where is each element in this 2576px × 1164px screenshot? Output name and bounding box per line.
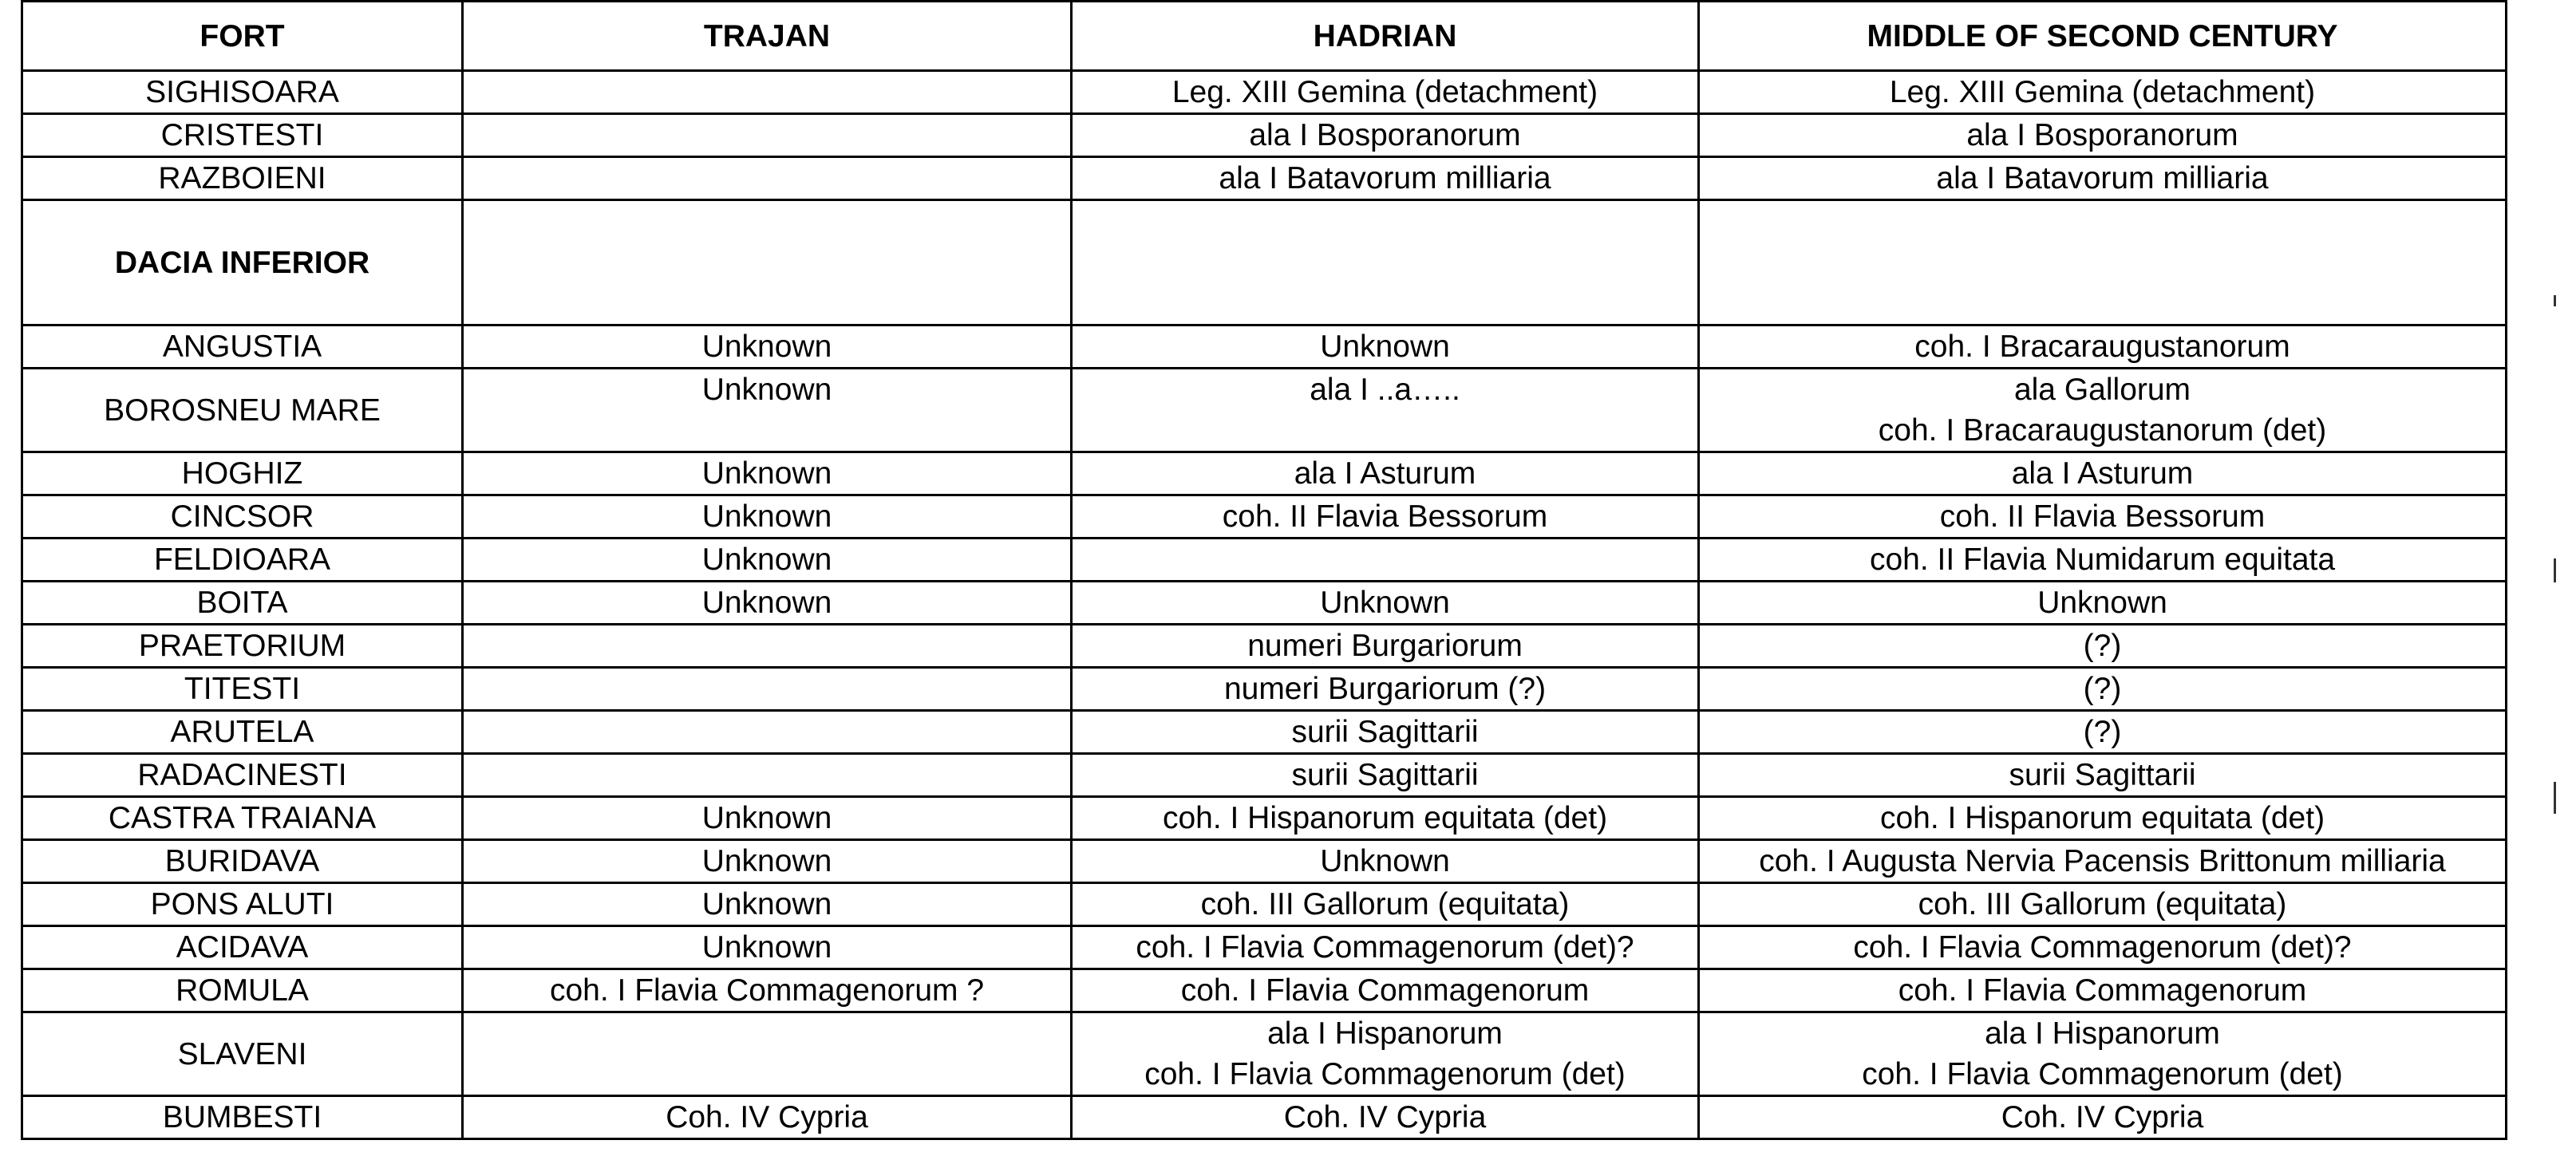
cell-line: coh. I Hispanorum equitata (det) [1162, 801, 1608, 835]
trajan-cell [463, 326, 1072, 369]
hadrian-cell [1072, 969, 1699, 1012]
trajan-cell [463, 797, 1072, 840]
fort-cell: BOITA [22, 582, 463, 625]
fort-cell: SIGHISOARA [22, 71, 463, 114]
hadrian-cell [1072, 625, 1699, 668]
table-row [22, 582, 2507, 625]
fort-cell: HOGHIZ [22, 452, 463, 495]
middle-cell [1699, 840, 2507, 883]
empty-cell [1072, 200, 1699, 326]
cell-line: surii Sagittarii [2009, 758, 2196, 792]
fort-cell: RAZBOIENI [22, 157, 463, 200]
cell-line: Unknown [701, 329, 832, 364]
cell-line: ala I Batavorum milliaria [1936, 161, 2269, 195]
trajan-cell [463, 495, 1072, 539]
trajan-cell [463, 582, 1072, 625]
cell-line: Coh. IV Cypria [666, 1100, 868, 1134]
table-row [22, 625, 2507, 668]
cell-line: ala I Batavorum milliaria [1219, 161, 1551, 195]
table-row [22, 969, 2507, 1012]
margin-mark [2554, 558, 2556, 582]
cell-line: Unknown [701, 586, 832, 620]
cell-line: surii Sagittarii [1291, 758, 1479, 792]
cell-line: surii Sagittarii [1291, 715, 1479, 749]
middle-cell [1699, 797, 2507, 840]
cell-line: (?) [2083, 629, 2122, 663]
hadrian-cell [1072, 668, 1699, 711]
table-row [22, 926, 2507, 969]
table-row [22, 797, 2507, 840]
table-row [22, 157, 2507, 200]
trajan-cell [463, 840, 1072, 883]
fort-cell: BOROSNEU MARE [22, 369, 463, 452]
fort-cell: CINCSOR [22, 495, 463, 539]
fort-cell: CRISTESTI [22, 114, 463, 157]
trajan-cell [463, 71, 1072, 114]
table-row [22, 539, 2507, 582]
hadrian-cell [1072, 754, 1699, 797]
middle-cell [1699, 114, 2507, 157]
middle-cell [1699, 326, 2507, 369]
cell-line: ala I Bosporanorum [1249, 118, 1521, 152]
cell-line: coh. III Gallorum (equitata) [1200, 887, 1570, 921]
hadrian-cell [1072, 369, 1699, 452]
middle-cell [1699, 668, 2507, 711]
document-page [21, 0, 2507, 1140]
cell-line: coh. I Bracaraugustanorum [1914, 329, 2290, 364]
cell-line: coh. I Flavia Commagenorum [1898, 973, 2307, 1008]
cell-line: (?) [2083, 672, 2122, 706]
cell-line: Unknown [701, 373, 832, 407]
hadrian-cell [1072, 840, 1699, 883]
cell-line: numeri Burgariorum (?) [1223, 672, 1547, 706]
table-row [22, 883, 2507, 926]
cell-line: ala I ..a….. [1310, 373, 1460, 407]
trajan-cell [463, 711, 1072, 754]
header-hadrian: HADRIAN [1072, 2, 1699, 71]
trajan-cell [463, 883, 1072, 926]
cell-line: Leg. XIII Gemina (detachment) [1171, 75, 1598, 109]
middle-cell [1699, 969, 2507, 1012]
garrison-table [21, 0, 2507, 1140]
cell-line: coh. II Flavia Bessorum [1939, 499, 2266, 534]
middle-cell [1699, 539, 2507, 582]
hadrian-cell [1072, 926, 1699, 969]
hadrian-cell [1072, 1012, 1699, 1096]
trajan-cell [463, 1012, 1072, 1096]
table-row [22, 114, 2507, 157]
middle-cell [1699, 711, 2507, 754]
hadrian-cell [1072, 1096, 1699, 1139]
fort-cell: ROMULA [22, 969, 463, 1012]
table-row [22, 711, 2507, 754]
table-row [22, 71, 2507, 114]
cell-line: ala I Hispanorum [1267, 1016, 1503, 1051]
trajan-cell [463, 969, 1072, 1012]
hadrian-cell [1072, 883, 1699, 926]
fort-cell: PONS ALUTI [22, 883, 463, 926]
table-row [22, 452, 2507, 495]
middle-cell [1699, 754, 2507, 797]
middle-cell [1699, 157, 2507, 200]
hadrian-cell [1072, 797, 1699, 840]
cell-line: coh. I Flavia Commagenorum (det) [1144, 1057, 1626, 1091]
trajan-cell [463, 926, 1072, 969]
cell-line: Coh. IV Cypria [2001, 1100, 2204, 1134]
cell-line: Unknown [701, 930, 832, 965]
fort-cell: RADACINESTI [22, 754, 463, 797]
cell-line: coh. I Flavia Commagenorum (det)? [1136, 930, 1634, 965]
cell-line: coh. I Bracaraugustanorum (det) [1878, 413, 2327, 448]
cell-line: Unknown [701, 543, 832, 577]
cell-line: Unknown [1320, 329, 1450, 364]
middle-cell [1699, 926, 2507, 969]
trajan-cell [463, 369, 1072, 452]
cell-line: coh. I Flavia Commagenorum (det) [1862, 1057, 2343, 1091]
fort-cell: PRAETORIUM [22, 625, 463, 668]
fort-cell: FELDIOARA [22, 539, 463, 582]
header-trajan: TRAJAN [463, 2, 1072, 71]
cell-line: Unknown [1320, 844, 1450, 878]
cell-line: coh. I Hispanorum equitata (det) [1879, 801, 2325, 835]
hadrian-cell [1072, 326, 1699, 369]
middle-cell [1699, 71, 2507, 114]
trajan-cell [463, 539, 1072, 582]
middle-cell [1699, 883, 2507, 926]
cell-line: Unknown [1320, 586, 1450, 620]
fort-cell: BURIDAVA [22, 840, 463, 883]
cell-line: Coh. IV Cypria [1283, 1100, 1487, 1134]
hadrian-cell [1072, 114, 1699, 157]
fort-cell: SLAVENI [22, 1012, 463, 1096]
cell-line: Unknown [701, 844, 832, 878]
margin-mark [2554, 782, 2556, 814]
hadrian-cell [1072, 157, 1699, 200]
section-row [22, 200, 2507, 326]
trajan-cell [463, 625, 1072, 668]
cell-line: coh. II Flavia Numidarum equitata [1869, 543, 2336, 577]
middle-cell [1699, 1012, 2507, 1096]
trajan-cell [463, 668, 1072, 711]
hadrian-cell [1072, 71, 1699, 114]
middle-cell [1699, 495, 2507, 539]
middle-cell [1699, 582, 2507, 625]
hadrian-cell [1072, 711, 1699, 754]
hadrian-cell [1072, 582, 1699, 625]
table-row [22, 754, 2507, 797]
hadrian-cell [1072, 452, 1699, 495]
fort-cell: ACIDAVA [22, 926, 463, 969]
cell-line: ala I Asturum [2011, 456, 2194, 491]
cell-line: ala I Asturum [1294, 456, 1476, 491]
cell-line: coh. I Augusta Nervia Pacensis Brittonum milliaria [1759, 844, 2446, 878]
trajan-cell [463, 157, 1072, 200]
trajan-cell [463, 1096, 1072, 1139]
table-row [22, 840, 2507, 883]
cell-line: Unknown [701, 887, 832, 921]
cell-line: coh. II Flavia Bessorum [1222, 499, 1548, 534]
middle-cell [1699, 369, 2507, 452]
table-body [22, 71, 2507, 1139]
cell-line: ala Gallorum [2013, 373, 2191, 407]
empty-cell [463, 200, 1072, 326]
table-row [22, 1096, 2507, 1139]
trajan-cell [463, 452, 1072, 495]
table-row [22, 495, 2507, 539]
hadrian-cell [1072, 539, 1699, 582]
cell-line: coh. I Flavia Commagenorum (det)? [1853, 930, 2352, 965]
cell-line: Unknown [701, 456, 832, 491]
table-row [22, 1012, 2507, 1096]
table-row [22, 668, 2507, 711]
cell-line: coh. III Gallorum (equitata) [1918, 887, 2287, 921]
fort-cell: TITESTI [22, 668, 463, 711]
table-row [22, 369, 2507, 452]
margin-mark [2554, 295, 2556, 306]
middle-cell [1699, 1096, 2507, 1139]
section-label: DACIA INFERIOR [22, 200, 463, 326]
fort-cell: BUMBESTI [22, 1096, 463, 1139]
cell-line: Unknown [701, 499, 832, 534]
table-row [22, 326, 2507, 369]
cell-line: ala I Hispanorum [1985, 1016, 2220, 1051]
empty-cell [1699, 200, 2507, 326]
cell-line: coh. I Flavia Commagenorum ? [549, 973, 985, 1008]
cell-line: (?) [2083, 715, 2122, 749]
hadrian-cell [1072, 495, 1699, 539]
fort-cell: CASTRA TRAIANA [22, 797, 463, 840]
header-fort: FORT [22, 2, 463, 71]
fort-cell: ARUTELA [22, 711, 463, 754]
trajan-cell [463, 754, 1072, 797]
cell-line: Leg. XIII Gemina (detachment) [1889, 75, 2316, 109]
middle-cell [1699, 625, 2507, 668]
header-row [22, 2, 2507, 71]
cell-line: coh. I Flavia Commagenorum [1180, 973, 1590, 1008]
cell-line: numeri Burgariorum [1247, 629, 1523, 663]
trajan-cell [463, 114, 1072, 157]
cell-line: Unknown [701, 801, 832, 835]
cell-line: ala I Bosporanorum [1966, 118, 2238, 152]
cell-line: Unknown [2037, 586, 2167, 620]
fort-cell: ANGUSTIA [22, 326, 463, 369]
middle-cell [1699, 452, 2507, 495]
header-middle-second-century: MIDDLE OF SECOND CENTURY [1699, 2, 2507, 71]
